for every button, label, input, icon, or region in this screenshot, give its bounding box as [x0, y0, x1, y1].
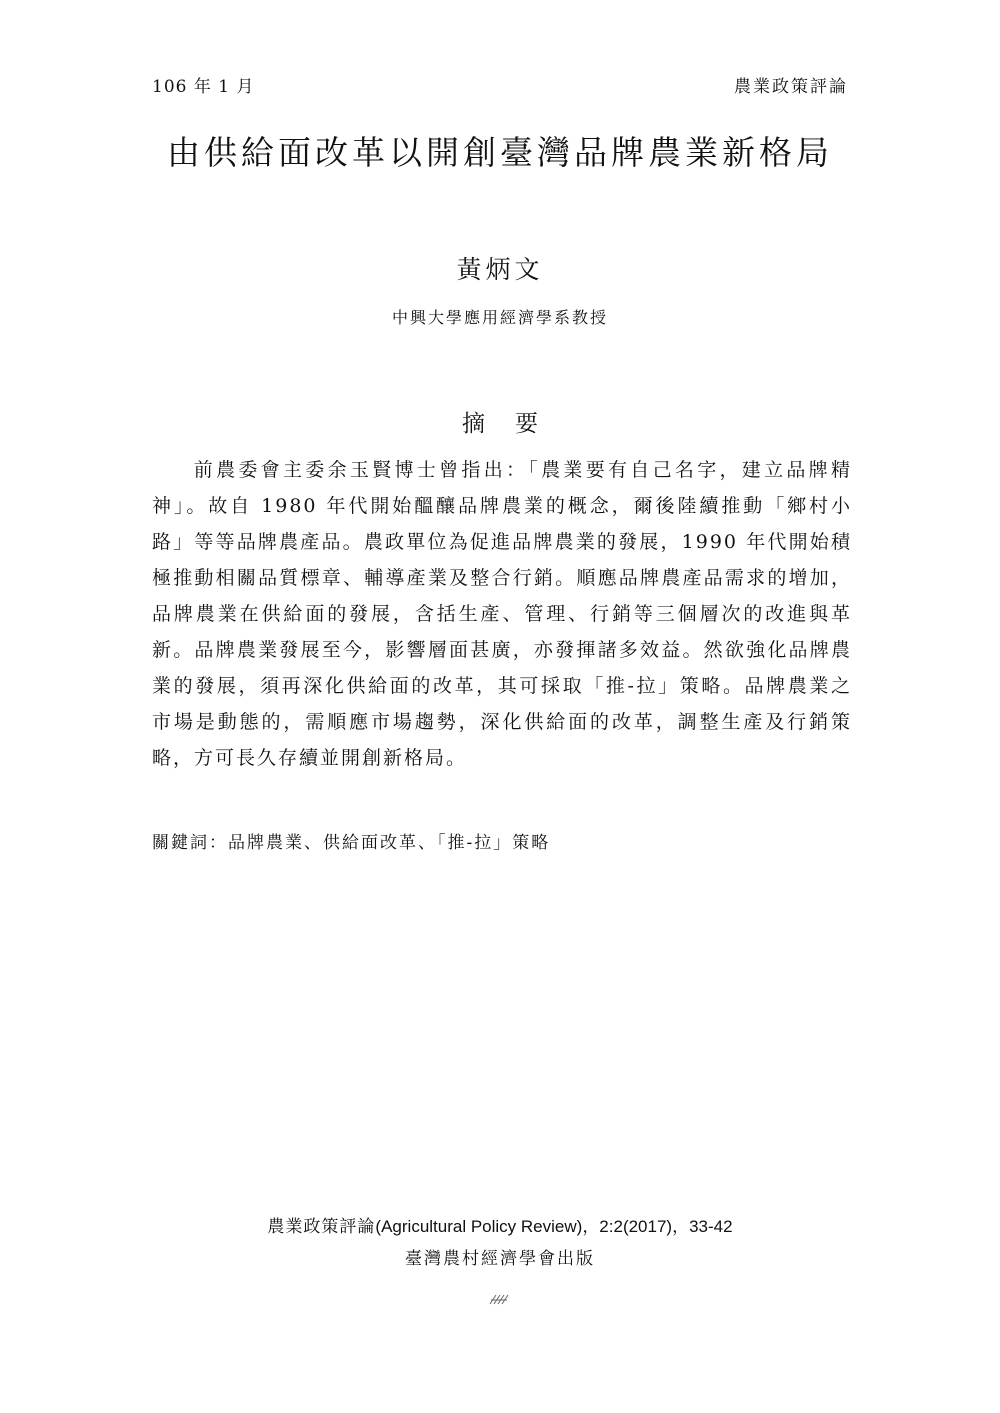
author-affiliation: 中興大學應用經濟學系教授 — [391, 308, 608, 327]
author-name: 黃炳文 — [456, 255, 544, 284]
footer-citation — [0, 1212, 1000, 1237]
footer-publisher: 臺灣農村經濟學會出版 — [405, 1249, 595, 1269]
article-title: 由供給面改革以開創臺灣品牌農業新格局 — [167, 133, 833, 172]
header-journal-name: 農業政策評論 — [734, 77, 848, 97]
keywords-line: 關鍵詞：品牌農業、供給面改革、「推-拉」策略 — [152, 833, 551, 853]
abstract-body: 前農委會主委余玉賢博士曾指出：「農業要有自己名字，建立品牌精神」。故自 1980 年代開始醞釀品牌農業的概念，爾後陸續推動「鄉村小路」等等品牌農產品。農政單位為促進品牌農業的發展，1990 年代開始積極推動相關品質標章、輔導產業及整合行銷。順應品牌農產品需求的增加，品牌農業在供給面的發展，含括生產、管理、行銷等三個層次的改進與革新。品牌農業發展至今，影響層面甚廣，亦發揮諸多效益。然欲強化品牌農業的發展，須再深化供給面的改革，其可採取「推-拉」策略。品牌農業之市場是動態的，需順應市場趨勢，深化供給面的改革，調整生產及行銷策略，方可長久存續並開創新格局。 — [152, 459, 852, 769]
abstract-heading: 摘要 — [462, 411, 568, 437]
page-mark-glyph — [488, 1292, 512, 1306]
footer-journal-en: (Agricultural Policy Review) — [375, 1217, 583, 1236]
footer-volume-pages: ，2:2(2017)，33-42 — [582, 1217, 733, 1236]
header-date: 106 年 1 月 — [152, 77, 255, 97]
footer-journal-cn: 農業政策評論 — [267, 1217, 376, 1237]
